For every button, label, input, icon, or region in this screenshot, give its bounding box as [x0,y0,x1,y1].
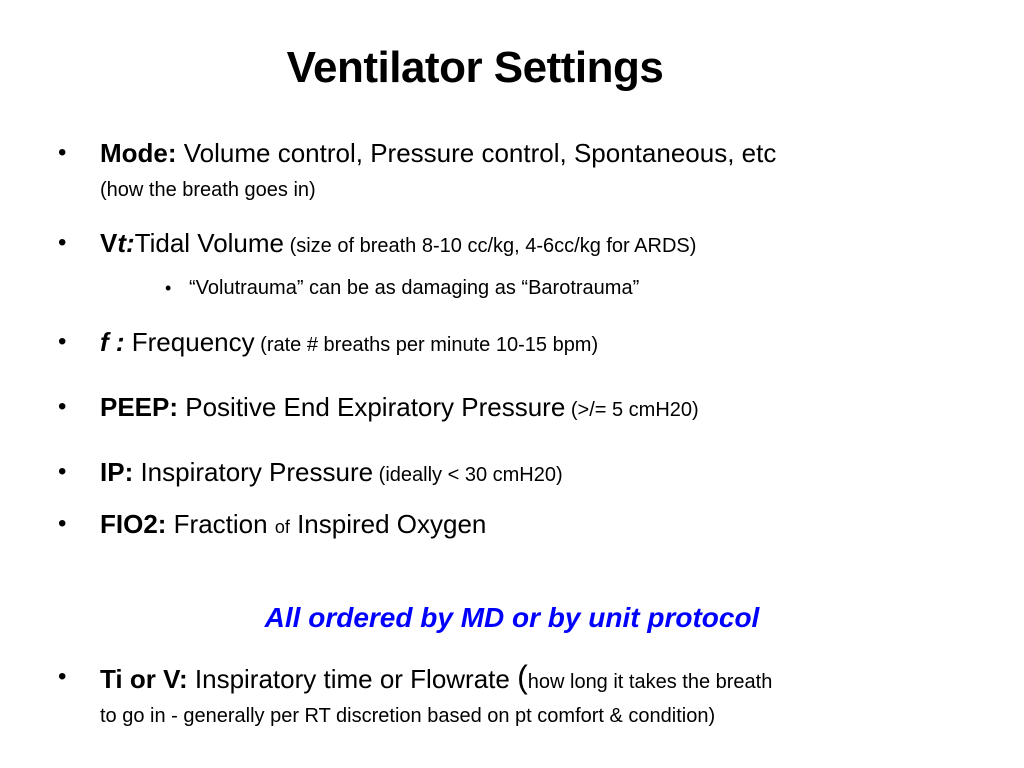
sub-bullet-text: “Volutrauma” can be as damaging as “Barotrauma” [189,277,640,299]
bullet-open-paren: ( [517,659,528,695]
sub-bullet-dot: • [165,278,172,298]
bullet-dot: • [58,458,67,485]
bullet-label: Ti or V: [100,664,188,694]
bullet-paren: (size of breath 8-10 cc/kg, 4-6cc/kg for ARDS) [284,235,697,257]
bullet-label: FIO2: [100,509,167,539]
bullet-body-a: Fraction [166,509,275,539]
bullet-body: Frequency [124,327,255,357]
bullet-text [100,390,699,427]
bullet-dot: • [58,229,67,256]
bullet-label-v: V [100,228,118,258]
bullet-text [100,455,563,492]
bullet-body-b: Inspired Oxygen [289,509,487,539]
bullet-dot: • [58,139,67,166]
bullet-text [100,325,598,362]
bullet-dot: • [58,510,67,537]
bullet-label: f : [100,327,125,357]
bullet-dot: • [58,393,67,420]
bullet-body: Tidal Volume [134,228,285,258]
bullet-body: Inspiratory Pressure [133,457,374,487]
bullet-paren: (ideally < 30 cmH20) [373,464,563,486]
bullet-paren: (>/= 5 cmH20) [565,399,699,421]
bullet-mode-continuation: (how the breath goes in) [100,179,316,201]
bullet-text [100,660,772,699]
bullet-paren: (rate # breaths per minute 10-15 bpm) [254,334,599,356]
bullet-body: Volume control, Pressure control, Spontaneous, etc [176,138,777,168]
bullet-text [100,507,486,544]
bullet-ti-continuation: to go in - generally per RT discretion based on pt comfort & condition) [100,705,716,727]
bullet-text [100,226,696,263]
bullet-label: Mode: [100,138,177,168]
bullet-label: PEEP: [100,392,179,422]
bullet-paren: how long it takes the breath [527,671,773,693]
bullet-dot: • [58,663,67,690]
bullet-text [100,136,776,170]
bullet-dot: • [58,328,67,355]
slide-title: Ventilator Settings [286,43,664,92]
protocol-note: All ordered by MD or by unit protocol [264,602,760,633]
bullet-label: IP: [100,457,134,487]
bullet-of: of [274,517,290,537]
bullet-body: Inspiratory time or Flowrate [187,664,518,694]
bullet-label-t: t: [117,228,135,258]
bullet-body: Positive End Expiratory Pressure [178,392,566,422]
